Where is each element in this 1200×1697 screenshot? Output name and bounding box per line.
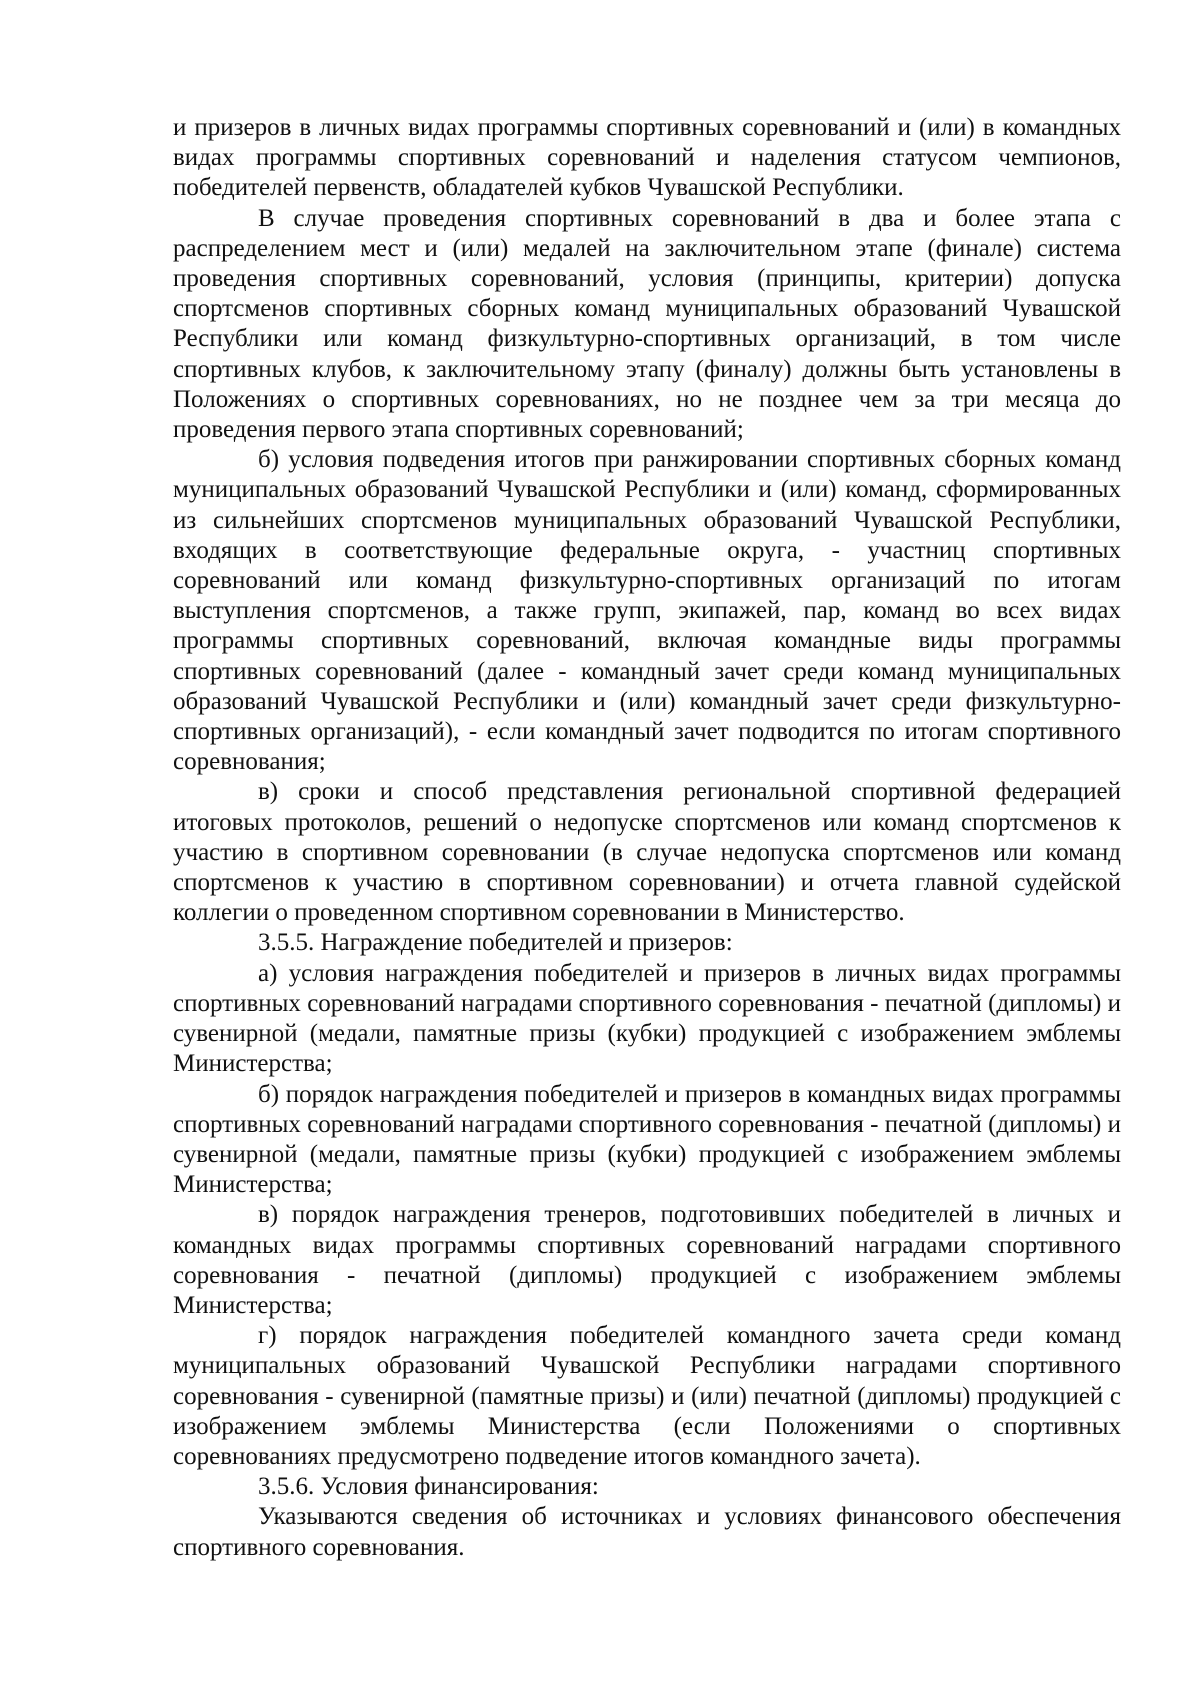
paragraph-item-b: б) условия подведения итогов при ранжировании спортивных сборных команд муниципальных образований Чувашской Республики и (или) команд, сформированных из сильнейших спортсменов муниципальных образований Чувашской Республики, входящих в соответствующие федеральные округа, - участниц спортивных соревнований или команд физкультурно-спортивных организаций по итогам выступления спортсменов, а также групп, экипажей, пар, команд во всех видах программы спортивных соревнований, включая командные виды программы спортивных соревнований (далее - командный зачет среди команд муниципальных образований Чувашской Республики и (или) командный зачет среди физкультурно-спортивных организаций), - если командный зачет подводится по итогам спортивного соревнования; <box>173 446 1121 776</box>
paragraph-continuation: и призеров в личных видах программы спортивных соревнований и (или) в командных видах программы спортивных соревнований и наделения статусом чемпионов, победителей первенств, обладателей кубков Чувашской Республики. <box>173 114 1121 202</box>
paragraph-item-v: в) сроки и способ представления региональной спортивной федерацией итоговых протоколов, решений о недопуске спортсменов или команд спортсменов к участию в спортивном соревновании (в случае недопуска спортсменов или команд спортсменов к участию в спортивном соревновании) и отчета главной судейской коллегии о проведенном спортивном соревновании в Министерство. <box>173 778 1121 927</box>
paragraph-award-v: в) порядок награждения тренеров, подготовивших победителей в личных и командных видах программы спортивных соревнований наградами спортивного соревнования - печатной (дипломы) продукцией с изображением эмблемы Министерства; <box>173 1201 1121 1319</box>
paragraph-award-a: а) условия награждения победителей и призеров в личных видах программы спортивных соревнований наградами спортивного соревнования - печатной (дипломы) и сувенирной (медали, памятные призы (кубки) продукцией с изображением эмблемы Министерства; <box>173 959 1121 1078</box>
paragraph-award-b: б) порядок награждения победителей и призеров в командных видах программы спортивных соревнований наградами спортивного соревнования - печатной (дипломы) и сувенирной (медали, памятные призы (кубки) продукцией с изображением эмблемы Министерства; <box>173 1080 1121 1199</box>
paragraph-financing: Указываются сведения об источниках и условиях финансового обеспечения спортивного соревнования. <box>173 1503 1121 1561</box>
paragraph-award-g: г) порядок награждения победителей командного зачета среди команд муниципальных образований Чувашской Республики наградами спортивного соревнования - сувенирной (памятные призы) и (или) печатной (дипломы) продукцией с изображением эмблемы Министерства (если Положениями о спортивных соревнованиях предусмотрено подведение итогов командного зачета). <box>173 1322 1121 1470</box>
section-heading-3-5-6: 3.5.6. Условия финансирования: <box>258 1473 599 1501</box>
paragraph-multistage: В случае проведения спортивных соревнований в два и более этапа с распределением мест и (или) медалей на заключительном этапе (финале) система проведения спортивных соревнований, условия (принципы, критерии) допуска спортсменов спортивных сборных команд муниципальных образований Чувашской Республики или команд физкультурно-спортивных организаций, в том числе спортивных клубов, к заключительному этапу (финалу) должны быть установлены в Положениях о спортивных соревнованиях, но не позднее чем за три месяца до проведения первого этапа спортивных соревнований; <box>173 204 1121 444</box>
section-heading-3-5-5: 3.5.5. Награждение победителей и призеров: <box>258 929 733 957</box>
document-page <box>173 113 1121 1563</box>
